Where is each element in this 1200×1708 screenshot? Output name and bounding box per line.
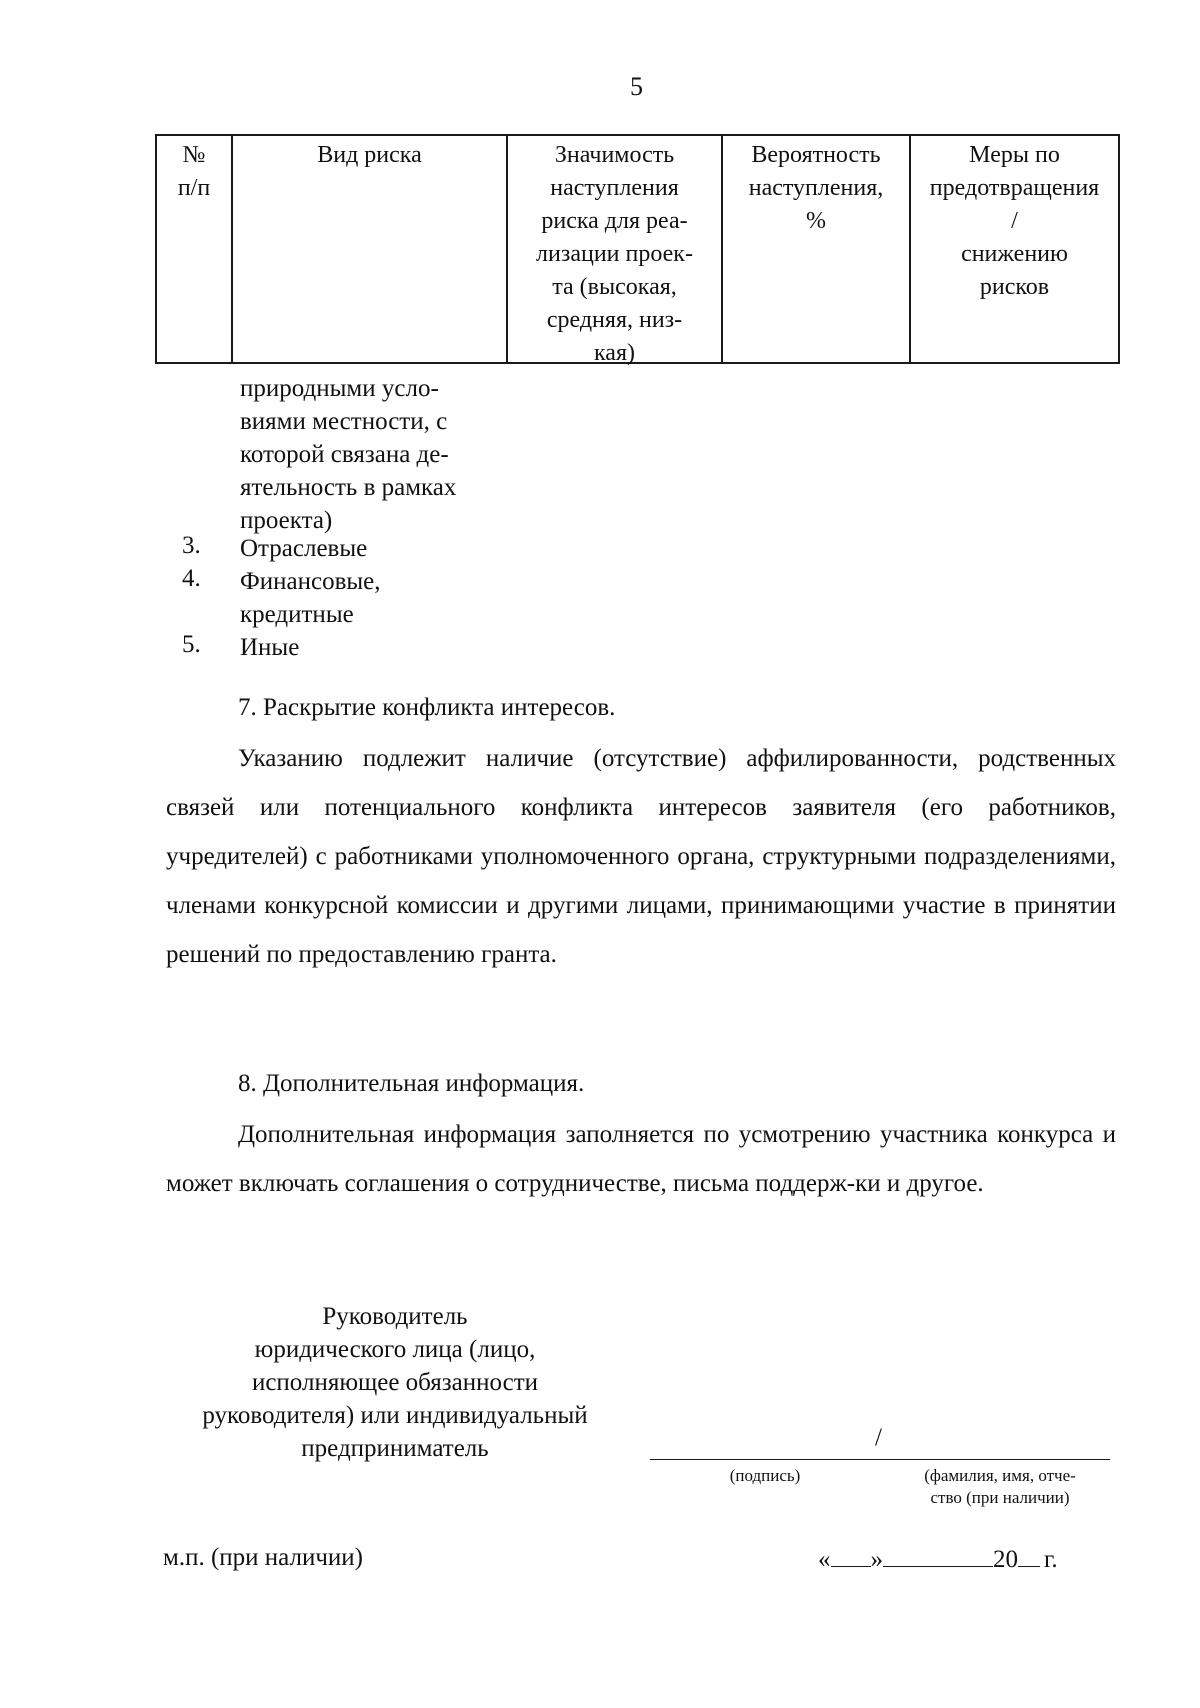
list-item-number: 5.	[182, 631, 201, 658]
section-8-heading: 8. Дополнительная информация.	[238, 1070, 585, 1097]
section-7-body: Указанию подлежит наличие (отсутствие) аффилированности, родственных связей или потенциального конфликта интересов заявителя (его работников, учредителей) с работниками уполномоченного органа, структурными подразделениями, членами конкурсной комиссии и другими лицами, принимающими участие в принятии решений по предоставлению гранта.	[166, 745, 1116, 968]
table-header-number: № п/п	[177, 142, 211, 201]
list-item-number: 3.	[182, 532, 201, 559]
section-8-body: Дополнительная информация заполняется по усмотрению участника конкурса и может включать соглашения о сотрудничестве, письма поддерж-ки и другое.	[166, 1121, 1116, 1197]
stamp-label: м.п. (при наличии)	[163, 1544, 363, 1571]
table-header-significance: Значимость наступления риска для реа- лизации проек- та (высокая, средняя, низ- кая)	[506, 136, 721, 362]
risk-table	[155, 134, 1120, 364]
page-number: 5	[630, 72, 643, 101]
date-field	[818, 1544, 1058, 1574]
month-blank	[883, 1544, 993, 1567]
list-item-text: Финансовые, кредитные	[240, 568, 381, 628]
year-suffix: г.	[1044, 1546, 1058, 1573]
section-7-heading: 7. Раскрытие конфликта интересов.	[238, 694, 616, 721]
table-header-probability: Вероятность наступления, %	[721, 136, 909, 362]
signature-separator: /	[875, 1424, 882, 1451]
day-blank	[831, 1544, 871, 1567]
table-header-measures: Меры по предотвращения / снижению рисков	[909, 136, 1118, 362]
signatory-title: Руководитель юридического лица (лицо, исполняющее обязанности руководителя) или индивидуальный предприниматель	[202, 1303, 588, 1462]
risk-continuation-text: природными усло- виями местности, с которой связана де- ятельность в рамках проекта)	[240, 375, 457, 534]
list-item-number: 4.	[182, 565, 201, 592]
list-item-text: Иные	[240, 634, 300, 661]
year-prefix: 20	[993, 1546, 1018, 1573]
table-header-risk-type: Вид риска	[231, 136, 506, 362]
list-item-text: Отраслевые	[240, 535, 368, 562]
signature-label: (подпись)	[729, 1466, 801, 1485]
year-blank	[1018, 1544, 1040, 1567]
signature-line	[650, 1459, 1110, 1460]
full-name-label: (фамилия, имя, отче- ство (при наличии)	[924, 1466, 1076, 1507]
date-close-quote: »	[870, 1546, 883, 1573]
date-open-quote: «	[818, 1546, 831, 1573]
